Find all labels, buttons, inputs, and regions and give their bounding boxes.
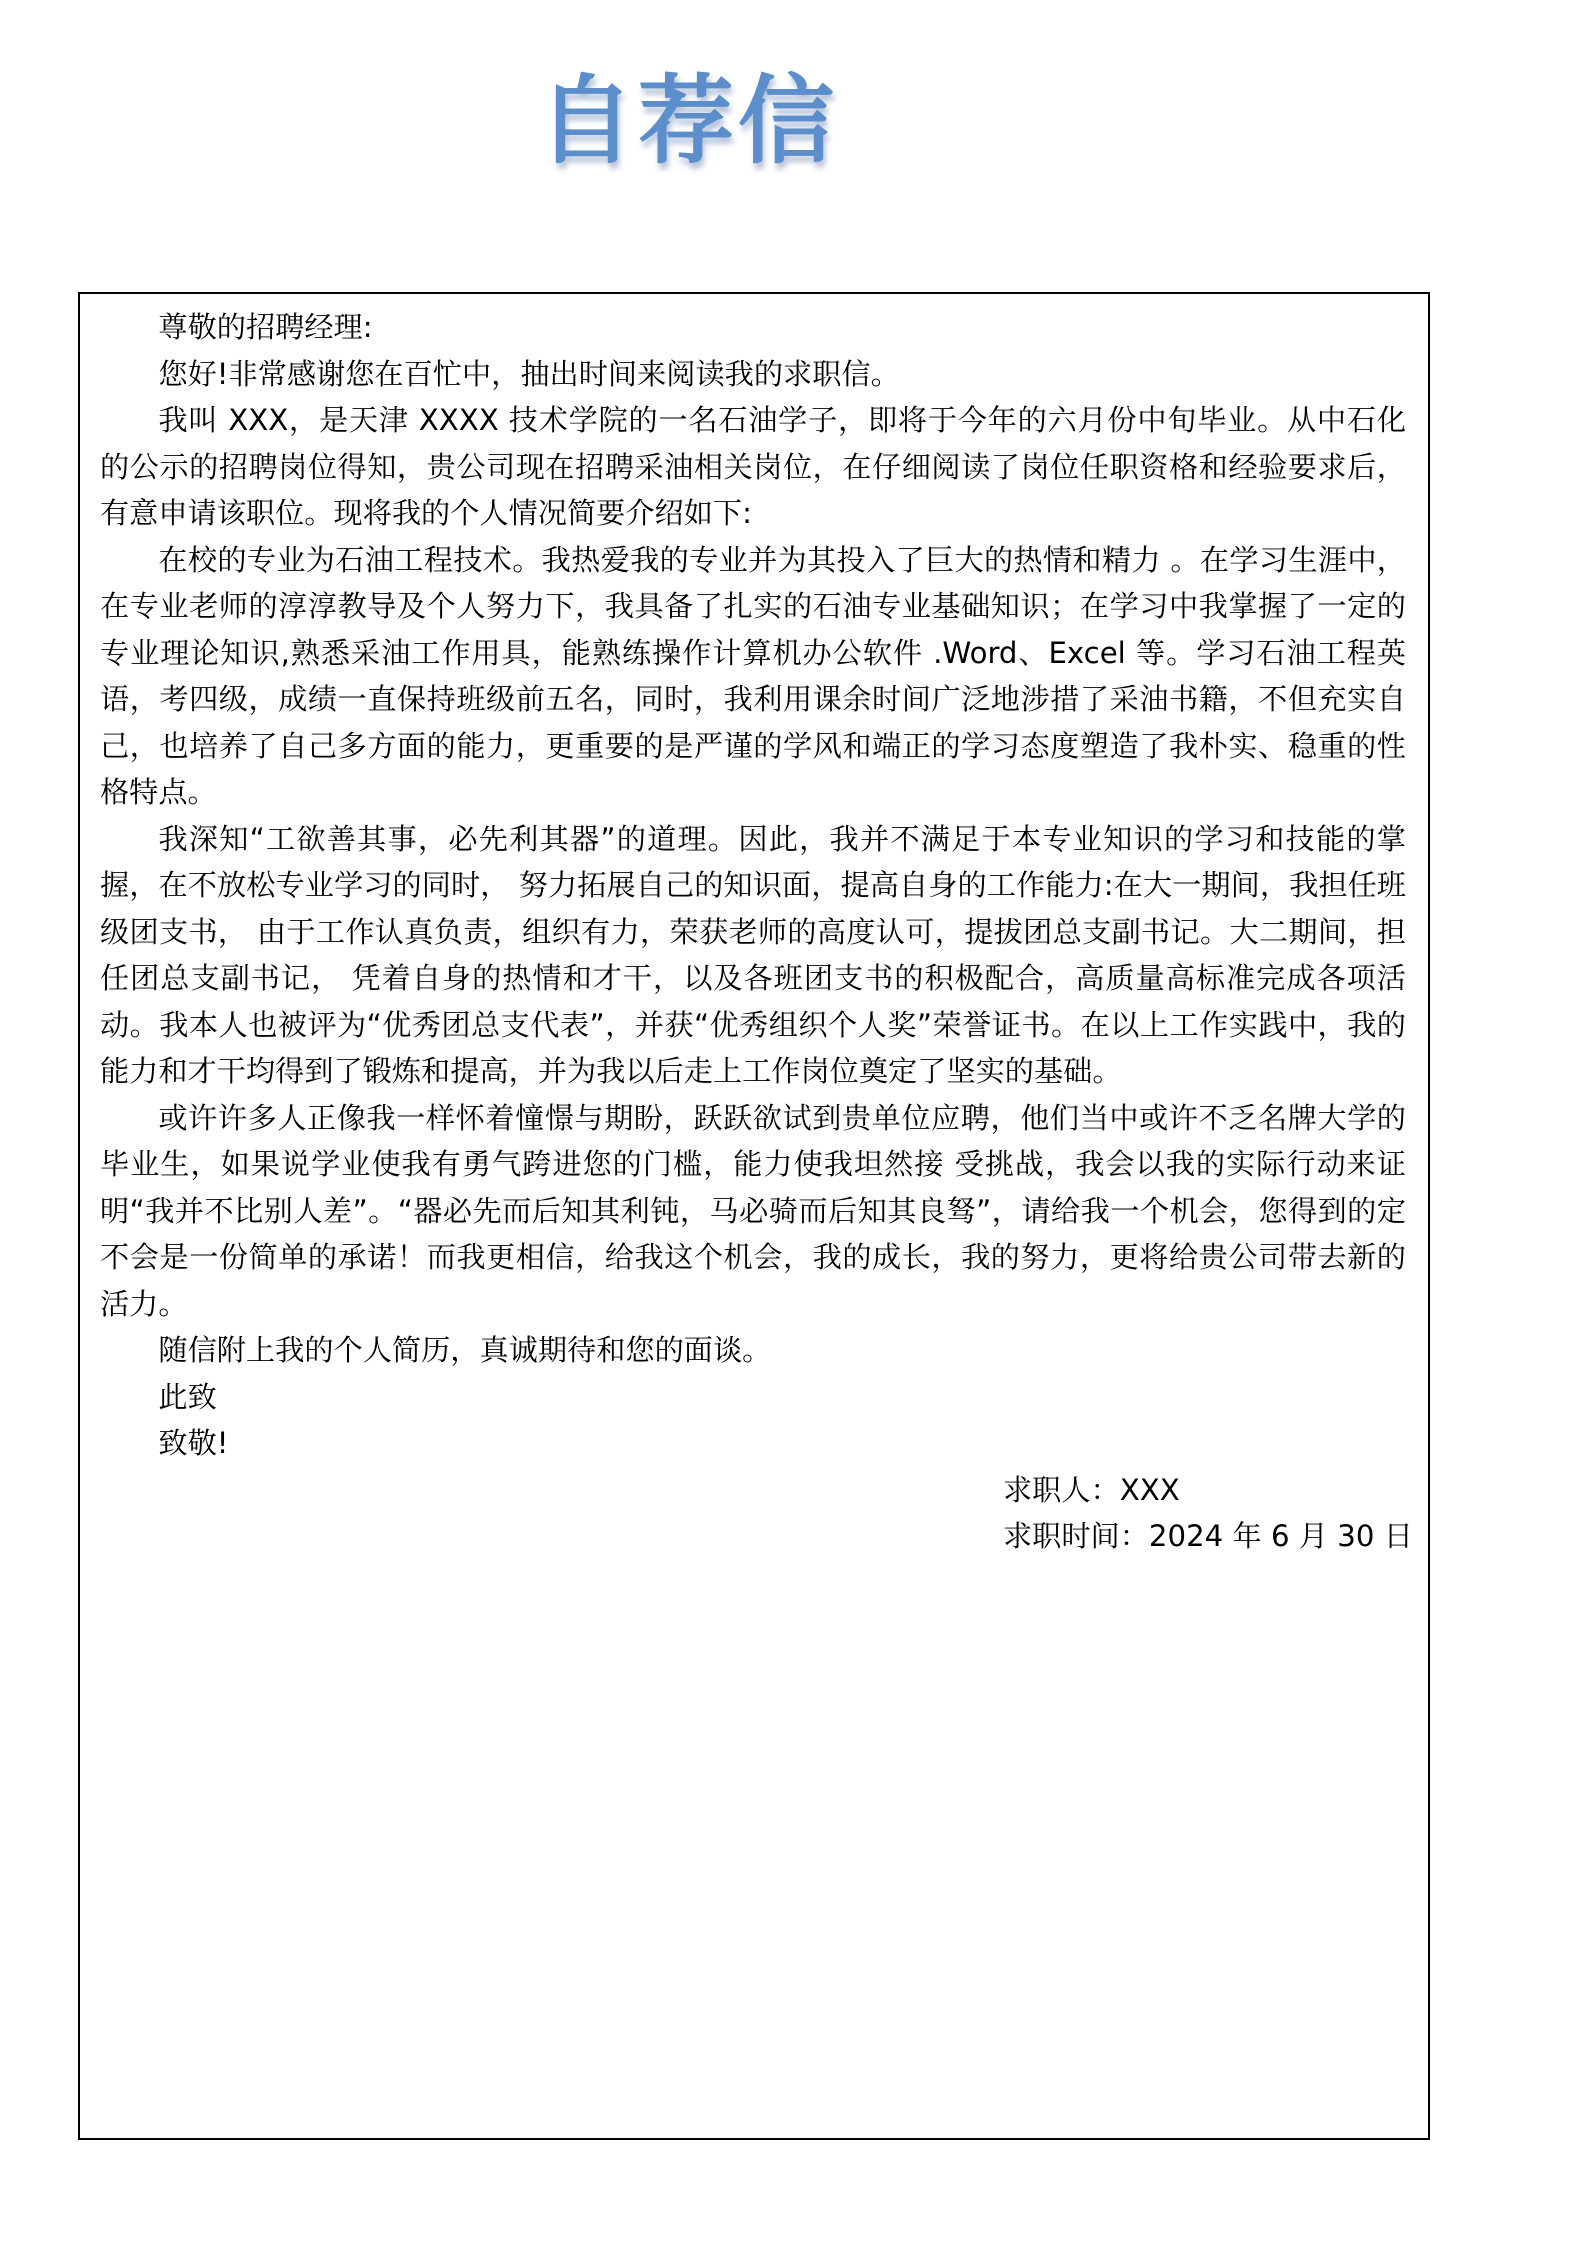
letter-body <box>78 292 1430 2140</box>
paragraph-education: 在校的专业为石油工程技术。我热爱我的专业并为其投入了巨大的热情和精力 。在学习生涯中，在专业老师的淳淳教导及个人努力下，我具备了扎实的石油专业基础知识；在学习中我掌握了一定的专业理论知识,熟悉采油工作用具，能熟练操作计算机办公软件 .Word、Excel 等。学习石油工程英语，考四级，成绩一直保持班级前五名，同时，我利用课余时间广泛地涉措了采油书籍，不但充实自己，也培养了自己多方面的能力，更重要的是严谨的学风和端正的学习态度塑造了我朴实、稳重的性格特点。 <box>100 542 1406 809</box>
closing-line-1: 此致 <box>158 1379 217 1414</box>
paragraph-experience: 我深知“工欲善其事，必先利其器”的道理。因此，我并不满足于本专业知识的学习和技能的掌握，在不放松专业学习的同时， 努力拓展自己的知识面，提高自身的工作能力:在大一期间，我担任班级团支书， 由于工作认真负责，组织有力，荣获老师的高度认可，提拔团总支副书记。大二期间，担任团总支副书记， 凭着自身的热情和才干，以及各班团支书的积极配合，高质量高标准完成各项活动。我本人也被评为“优秀团总支代表”，并获“优秀组织个人奖”荣誉证书。在以上工作实践中，我的能力和才干均得到了锻炼和提高，并为我以后走上工作岗位奠定了坚实的基础。 <box>100 821 1406 1088</box>
salutation: 尊敬的招聘经理: <box>158 310 373 344</box>
application-date: 求职时间：2024 年 6 月 30 日 <box>1003 1519 1413 1553</box>
page-title: 自荐信 <box>538 65 838 177</box>
applicant-name: 求职人：XXX <box>1003 1472 1180 1507</box>
paragraph-introduction: 我叫 XXX，是天津 XXXX 技术学院的一名石油学子，即将于今年的六月份中旬毕业。从中石化的公示的招聘岗位得知，贵公司现在招聘采油相关岗位，在仔细阅读了岗位任职资格和经验要求后，有意申请该职位。现将我的个人情况简要介绍如下: <box>100 403 1406 530</box>
paragraph-motivation: 或许许多人正像我一样怀着憧憬与期盼，跃跃欲试到贵单位应聘，他们当中或许不乏名牌大学的毕业生，如果说学业使我有勇气跨进您的门槛，能力使我坦然接 受挑战，我会以我的实际行动来证明“我并不比别人差”。“器必先而后知其利钝，马必骑而后知其良驽”，请给我一个机会，您得到的定不会是一份简单的承诺！而我更相信，给我这个机会，我的成长，我的努力，更将给贵公司带去新的活力。 <box>100 1100 1406 1321</box>
paragraph-attachment: 随信附上我的个人简历，真诚期待和您的面谈。 <box>158 1333 772 1367</box>
signature-block <box>1003 1467 1413 1560</box>
greeting: 您好!非常感谢您在百忙中，抽出时间来阅读我的求职信。 <box>158 356 900 391</box>
closing-line-2: 致敬! <box>158 1426 229 1460</box>
